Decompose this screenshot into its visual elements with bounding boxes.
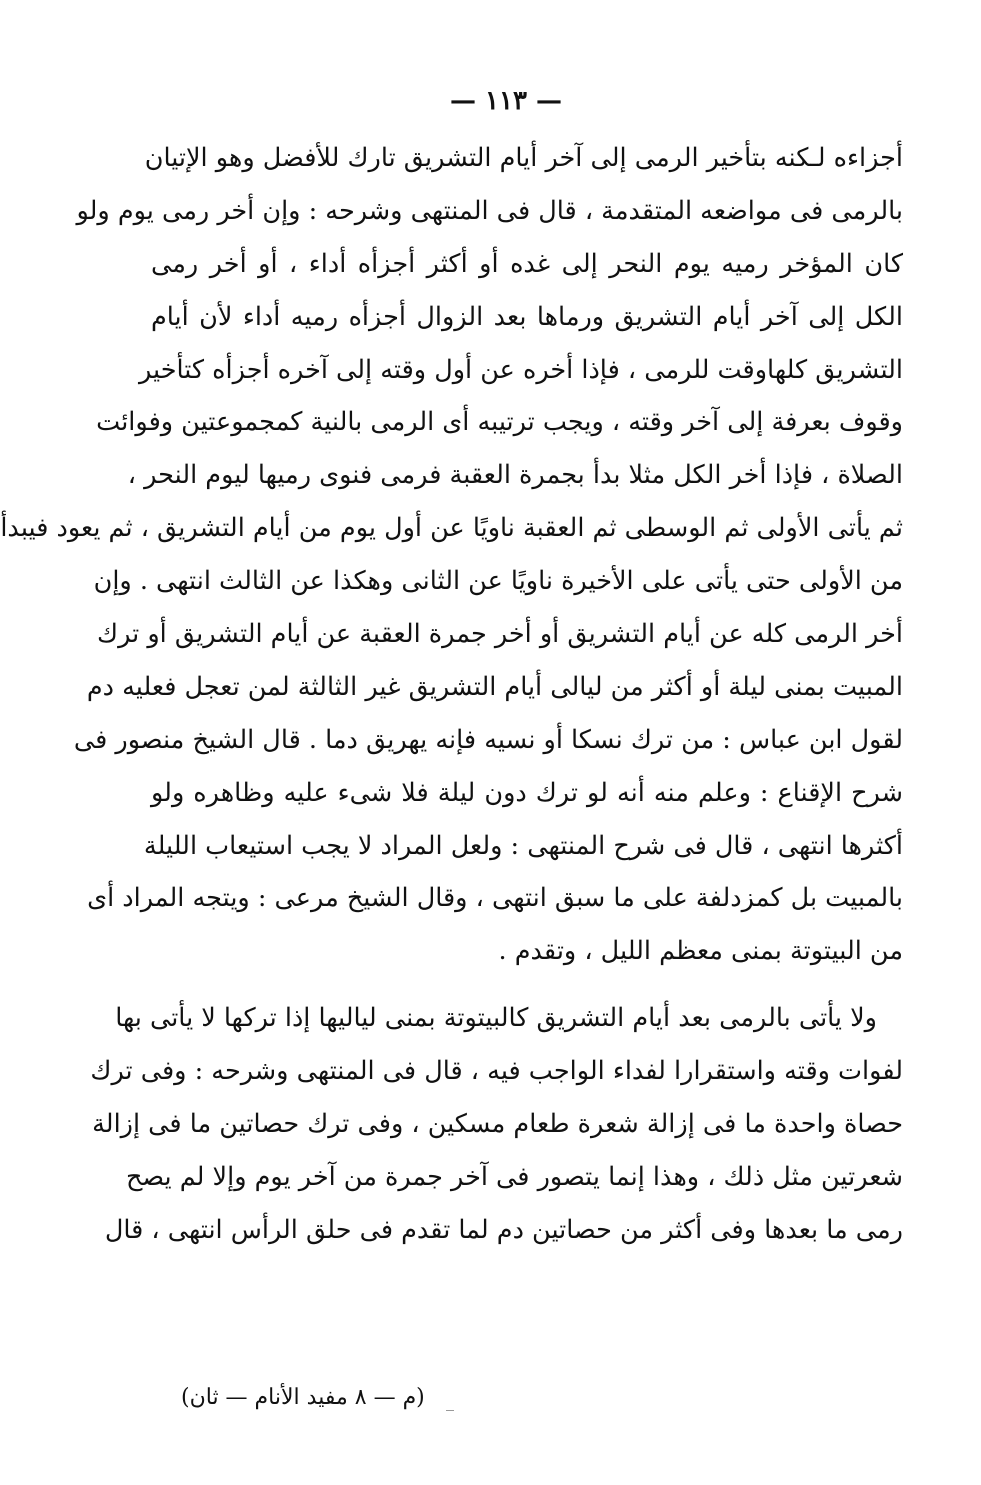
text-line: أجزاءه لـكنه بتأخير الرمى إلى آخر أيام التشريق تارك للأفضل وهو الإتيان <box>144 143 903 173</box>
text-line: شعرتين مثل ذلك ، وهذا إنما يتصور فى آخر جمرة من آخر يوم وإلا لم يصح <box>125 1161 903 1192</box>
page-number: — ١١٣ — <box>449 86 563 116</box>
text-line: من الأولى حتى يأتى على الأخيرة ناويًا عن الثانى وهكذا عن الثالث انتهى . وإن <box>93 566 903 597</box>
footer-signature: (م — ٨ مفيد الأنام — ثان) <box>181 1385 425 1410</box>
text-line: بالرمى فى مواضعه المتقدمة ، قال فى المنتهى وشرحه : وإن أخر رمى يوم ولو <box>76 195 903 226</box>
text-line: الصلاة ، فإذا أخر الكل مثلا بدأ بجمرة العقبة فرمى فنوى رميها ليوم النحر ، <box>127 460 903 491</box>
text-line: أخر الرمى كله عن أيام التشريق أو أخر جمرة العقبة عن أيام التشريق أو ترك <box>97 619 903 650</box>
text-line: الكل إلى آخر أيام التشريق ورماها بعد الزوال أجزأه رميه أداء لأن أيام <box>151 301 903 332</box>
text-line: التشريق كلهاوقت للرمى ، فإذا أخره عن أول وقته إلى آخره أجزأه كتأخير <box>138 354 903 385</box>
text-line: حصاة واحدة ما فى إزالة شعرة طعام مسكين ، وفى ترك حصاتين ما فى إزالة <box>92 1109 903 1140</box>
text-line: أكثرها انتهى ، قال فى شرح المنتهى : ولعل المراد لا يجب استيعاب الليلة <box>143 830 903 861</box>
text-line: لقول ابن عباس : من ترك نسكا أو نسيه فإنه يهريق دما . قال الشيخ منصور فى <box>73 724 903 755</box>
body-text <box>0 132 903 1257</box>
text-line: رمى ما بعدها وفى أكثر من حصاتين دم لما تقدم فى حلق الرأس انتهى ، قال <box>104 1214 903 1245</box>
text-line: لفوات وقته واستقرارا لفداء الواجب فيه ، قال فى المنتهى وشرحه : وفى ترك <box>90 1056 903 1087</box>
paragraph-gap <box>151 978 903 992</box>
text-line: ولا يأتى بالرمى بعد أيام التشريق كالبيتوتة بمنى لياليها إذا تركها لا يأتى بها <box>115 1003 877 1034</box>
text-line: بالمبيت بل كمزدلفة على ما سبق انتهى ، وقال الشيخ مرعى : ويتجه المراد أى <box>87 883 903 914</box>
text-line: وقوف بعرفة إلى آخر وقته ، ويجب ترتيبه أى الرمى بالنية كمجموعتين وفوائت <box>96 407 903 438</box>
text-line: شرح الإقناع : وعلم منه أنه لو ترك دون ليلة فلا شىء عليه وظاهره ولو <box>151 777 903 808</box>
footer-mark <box>446 1410 454 1411</box>
text-line: من البيتوتة بمنى معظم الليل ، وتقدم . <box>498 936 903 967</box>
text-line: كان المؤخر رميه يوم النحر إلى غده أو أكثر أجزأه أداء ، أو أخر رمى <box>151 248 903 279</box>
text-line: ثم يأتى الأولى ثم الوسطى ثم العقبة ناويًا عن أول يوم من أيام التشريق ، ثم يعود فيبدأ <box>0 513 903 544</box>
text-line: المبيت بمنى ليلة أو أكثر من ليالى أيام التشريق غير الثالثة لمن تعجل فعليه دم <box>86 671 903 702</box>
